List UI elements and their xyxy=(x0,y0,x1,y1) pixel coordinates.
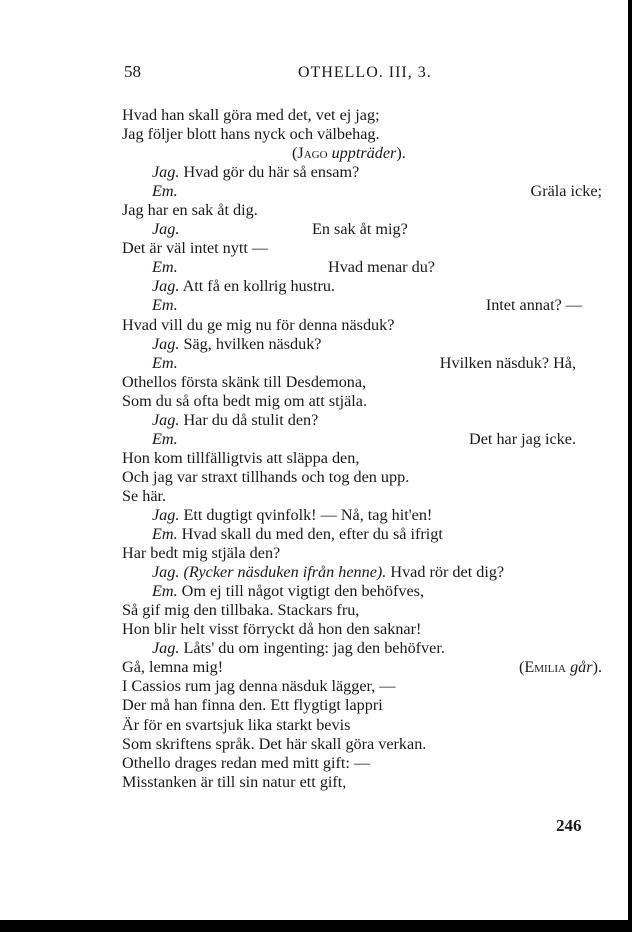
speaker-name: Jag. xyxy=(152,563,180,582)
verse-line: Det är väl intet nytt — xyxy=(122,239,269,258)
dialogue-line xyxy=(122,163,602,182)
verse-line: Othellos första skänk till Desdemona, xyxy=(122,372,367,391)
speaker-name: Jag. xyxy=(152,639,180,658)
stage-open: ( xyxy=(292,144,298,163)
stage-character: Jago xyxy=(297,144,328,163)
dialogue-text: Hvad skall du med den, efter du så ifrigt xyxy=(181,525,443,544)
verse-line: Så gif mig den tillbaka. Stackars fru, xyxy=(122,601,360,620)
dialogue-line xyxy=(122,220,602,239)
dialogue-text: Låts' du om ingenting: jag den behöfver. xyxy=(183,639,445,658)
speaker-name: Jag. xyxy=(152,505,180,524)
dialogue-text: Säg, hvilken näsduk? xyxy=(183,334,322,353)
dialogue-line xyxy=(122,277,602,296)
play-text xyxy=(122,106,602,792)
dialogue-text: En sak åt mig? xyxy=(312,220,408,239)
verse-line: Hon blir helt visst förryckt då hon den saknar! xyxy=(122,620,422,639)
dialogue-text: Gräla icke; xyxy=(530,182,602,201)
verse-line: Hvad han skall göra med det, vet ej jag; xyxy=(122,106,380,124)
speaker-name: Em. xyxy=(152,258,178,277)
speaker-name: Jag. xyxy=(152,410,180,429)
dialogue-line xyxy=(122,658,602,677)
stage-direction xyxy=(122,144,602,163)
dialogue-text: Ett dugtigt qvinfolk! — Nå, tag hit'en! xyxy=(183,505,433,524)
stage-close: ). xyxy=(396,144,406,163)
speaker-name: Em. xyxy=(152,525,178,544)
speaker-name: Em. xyxy=(152,353,178,372)
speaker-name: Jag. xyxy=(152,334,180,353)
exit-close: ). xyxy=(592,658,602,677)
dialogue-line xyxy=(122,411,602,430)
dialogue-line xyxy=(122,582,602,601)
verse-line: Hvad vill du ge mig nu för denna näsduk? xyxy=(122,315,395,334)
verse-line: Jag följer blott hans nyck och välbehag. xyxy=(122,125,380,144)
dialogue-text: Hvad menar du? xyxy=(328,258,435,277)
dialogue-text: Hvad gör du här så ensam? xyxy=(183,163,360,182)
signature-number: 246 xyxy=(556,816,582,835)
verse-line: I Cassios rum jag denna näsduk lägger, — xyxy=(122,677,396,696)
dialogue-text: Om ej till något vigtigt den behöfves, xyxy=(181,582,424,601)
speaker-name: Jag. xyxy=(152,277,180,296)
dialogue-line xyxy=(122,506,602,525)
dialogue-text: Gå, lemna mig! xyxy=(122,658,224,677)
speaker-name: Em. xyxy=(152,582,178,601)
dialogue-text: Intet annat? — xyxy=(485,296,582,315)
verse-line: Hon kom tillfälligtvis att släppa den, xyxy=(122,448,360,467)
speaker-name: Jag. xyxy=(152,163,180,182)
stage-action: uppträder xyxy=(331,144,397,163)
page-number: 58 xyxy=(124,62,141,81)
speaker-name: Jag. xyxy=(152,220,180,239)
dialogue-line xyxy=(122,354,602,373)
dialogue-line xyxy=(122,563,602,582)
verse-line: Othello drages redan med mitt gift: — xyxy=(122,753,371,772)
dialogue-line xyxy=(122,258,602,277)
dialogue-text: Har du då stulit den? xyxy=(183,410,319,429)
dialogue-line xyxy=(122,639,602,658)
verse-line: Jag har en sak åt dig. xyxy=(122,201,258,220)
exit-open: ( xyxy=(518,658,525,677)
dialogue-line xyxy=(122,430,602,449)
page-edge-right xyxy=(628,0,632,932)
verse-line: Som skriftens språk. Det här skall göra verkan. xyxy=(122,734,427,753)
stage-direction-inline: (Rycker näsduken ifrån henne). xyxy=(183,563,387,582)
dialogue-line xyxy=(122,335,602,354)
dialogue-text: Att få en kollrig hustru. xyxy=(182,277,335,296)
verse-line: Har bedt mig stjäla den? xyxy=(122,544,281,563)
verse-line: Som du så ofta bedt mig om att stjäla. xyxy=(122,391,368,410)
dialogue-text: Hvad rör det dig? xyxy=(390,563,505,582)
exit-direction xyxy=(519,658,602,677)
page-edge-bottom xyxy=(0,920,632,932)
running-title: OTHELLO. III, 3. xyxy=(298,64,432,81)
dialogue-line xyxy=(122,182,602,201)
verse-line: Är för en svartsjuk lika starkt bevis xyxy=(122,715,351,734)
dialogue-line xyxy=(122,525,602,544)
exit-character: Emilia xyxy=(524,658,567,677)
exit-action: går xyxy=(570,658,593,677)
dialogue-text: Hvilken näsduk? Hå, xyxy=(439,353,576,372)
verse-line: Och jag var straxt tillhands och tog den upp. xyxy=(122,467,410,486)
verse-line: Se här. xyxy=(122,486,167,505)
speaker-name: Em. xyxy=(152,429,178,448)
dialogue-text: Det har jag icke. xyxy=(469,429,576,448)
speaker-name: Em. xyxy=(152,182,178,201)
speaker-name: Em. xyxy=(152,296,178,315)
verse-line: Misstanken är till sin natur ett gift, xyxy=(122,772,347,791)
dialogue-line xyxy=(122,296,602,315)
verse-line: Der må han finna den. Ett flygtigt lappri xyxy=(122,696,383,715)
